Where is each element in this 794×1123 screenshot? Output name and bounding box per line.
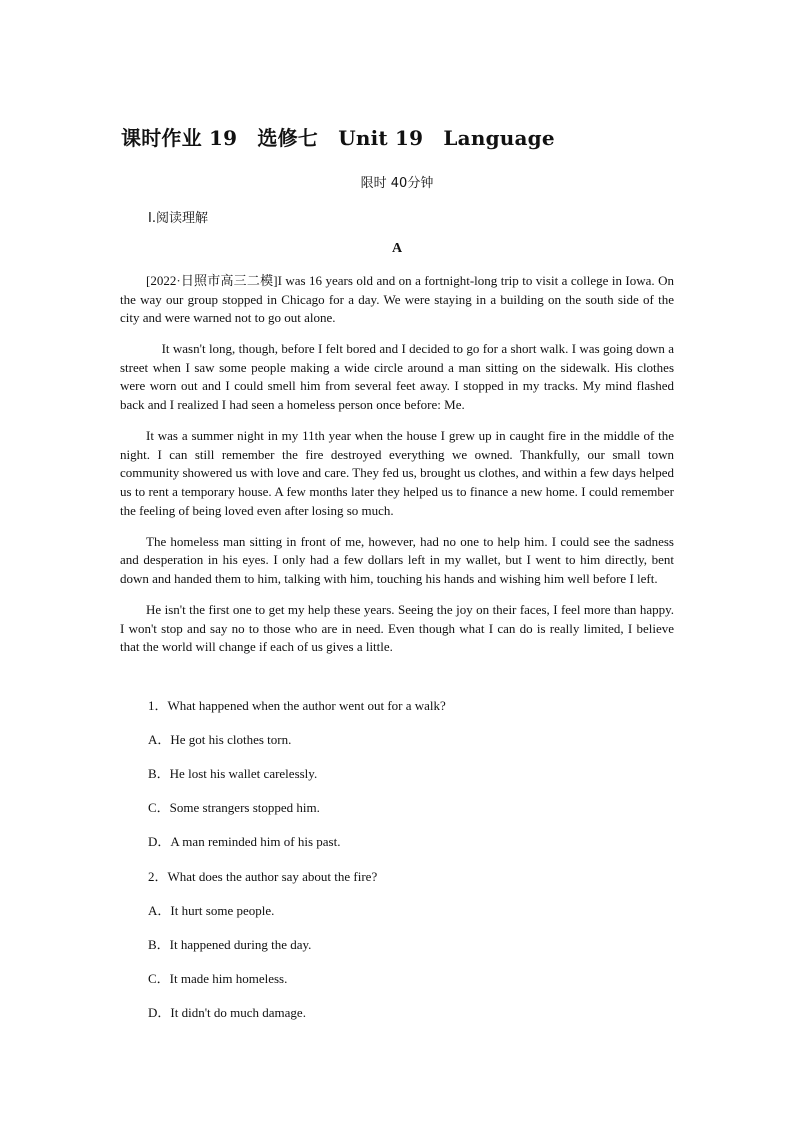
question-stem: 1．What happened when the author went out for a walk? — [148, 698, 446, 713]
answer-option: A．It hurt some people. — [148, 903, 275, 918]
passage-label: A — [391, 241, 403, 256]
paragraph: The homeless man sitting in front of me, however, had no one to help him. I could see the sadness and desperation in his eyes. I only had a few dollars left in my wallet, but I went to him directly, bent down and handed them to him, talking with him, touching his hands and wishing him well before I left. — [120, 533, 674, 586]
answer-option: D．A man reminded him of his past. — [148, 834, 341, 849]
answer-option: A．He got his clothes torn. — [148, 732, 292, 747]
question-stem: 2．What does the author say about the fire? — [148, 869, 378, 884]
answer-option: D．It didn't do much damage. — [148, 1005, 306, 1020]
paragraph: [2022·日照市高三二模]I was 16 years old and on a fortnight-long trip to visit a college in Iowa. On the way our group stopped in Chicago for a day. We were staying in a building on the south side of the city and were warned not to go out alone. — [120, 273, 674, 326]
paragraph: It was a summer night in my 11th year when the house I grew up in caught fire in the middle of the night. I can still remember the fire destroyed everything we owned. Thankfully, our small town community showered us with love and care. They fed us, brought us clothes, and within a few days helped us to rent a temporary house. A few months later they helped us to finance a new home. I could remember the feeling of being loved even after losing so much. — [120, 428, 674, 518]
answer-option: B．It happened during the day. — [148, 937, 312, 952]
reading-passage — [120, 272, 674, 669]
time-limit: 限时 40分钟 — [360, 176, 434, 191]
answer-option: C．Some strangers stopped him. — [148, 800, 320, 815]
answer-option: C．It made him homeless. — [148, 971, 288, 986]
paragraph: It wasn't long, though, before I felt bored and I decided to go for a short walk. I was going down a street when I saw some people making a wide circle around a man sitting on the sidewalk. His clothes were worn out and I could smell him from several feet away. I stopped in my tracks. My mind flashed back and I realized I had seen a homeless person once before: Me. — [120, 341, 674, 413]
answer-option: B．He lost his wallet carelessly. — [148, 766, 318, 781]
paragraph: He isn't the first one to get my help these years. Seeing the joy on their faces, I feel more than happy. I won't stop and say no to those who are in need. Even though what I can do is really limited, I believe that the world will change if each of us gives a little. — [120, 601, 674, 655]
page-title: 课时作业 19 选修七 Unit 19 Language — [121, 126, 555, 150]
section-heading: Ⅰ.阅读理解 — [148, 211, 208, 226]
